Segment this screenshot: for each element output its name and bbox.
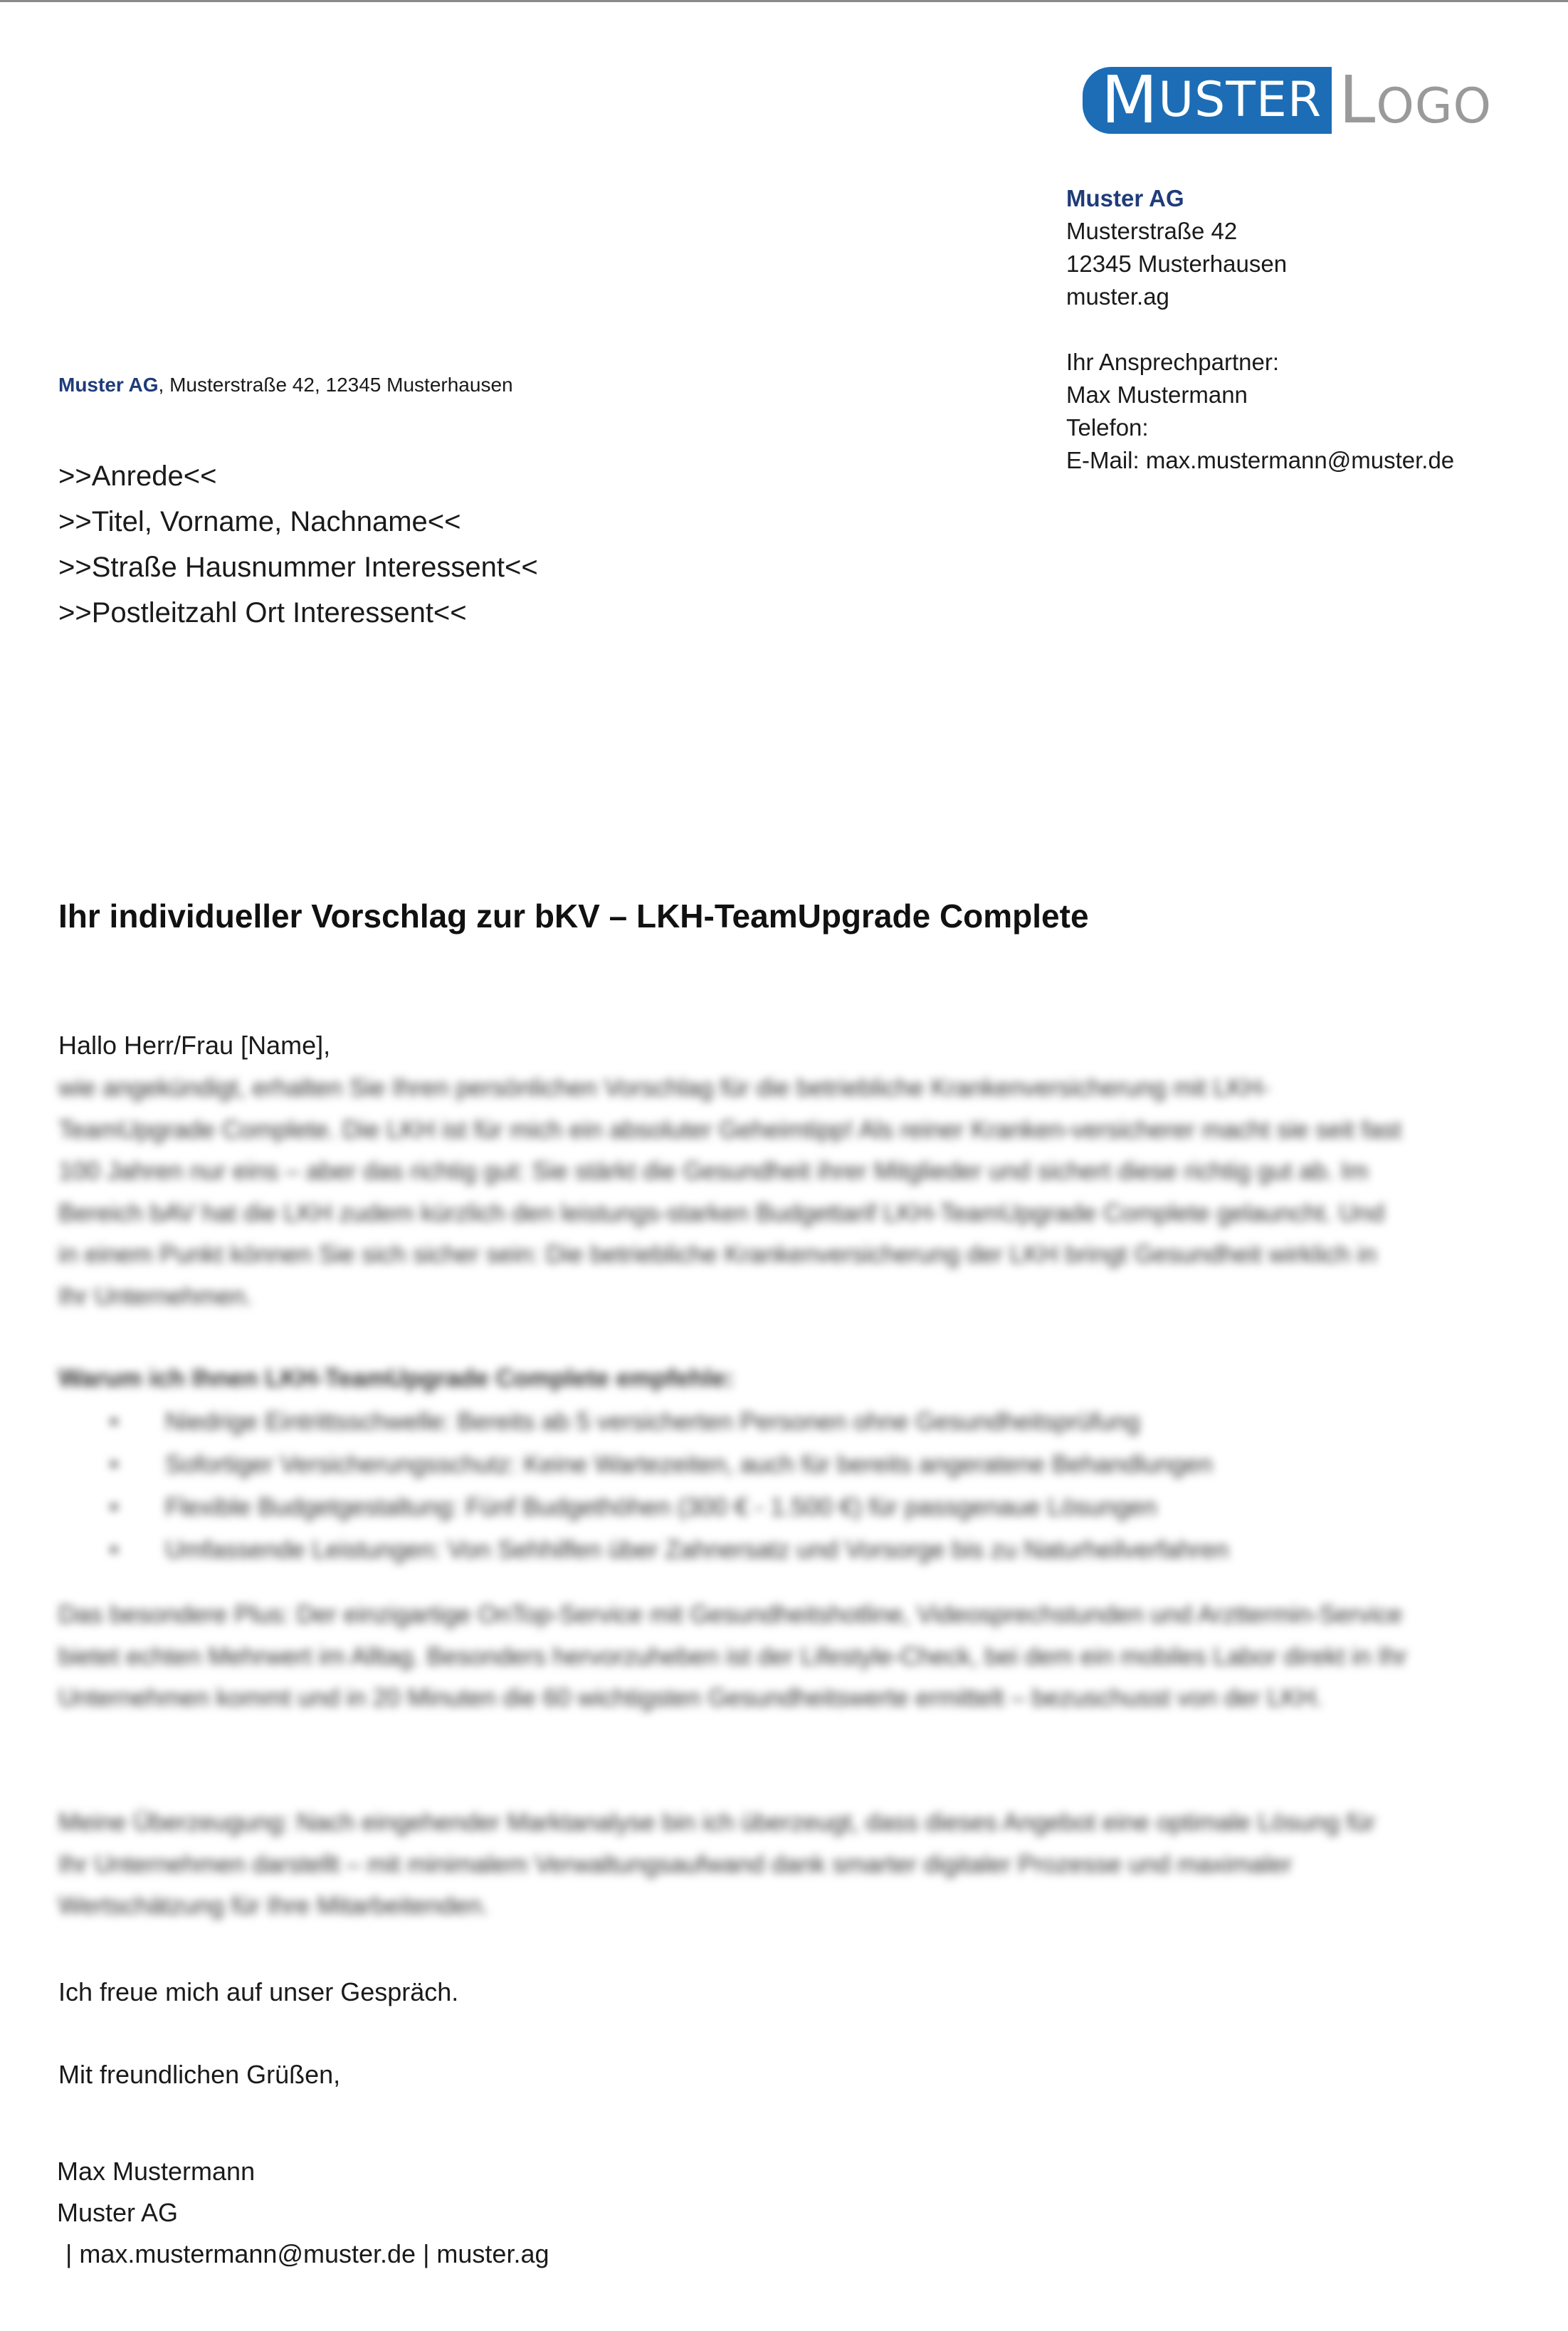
page-top-border [0, 0, 1568, 2]
signature-contact: | max.mustermann@muster.de | muster.ag [65, 2239, 549, 2268]
why-heading: Warum ich Ihnen LKH-TeamUpgrade Complete empfehle: [58, 1364, 734, 1392]
list-item: • Flexible Budgetgestaltung: Fünf Budgethöhen (300 € - 1.500 €) für passgenaue Lösungen [58, 1486, 1446, 1529]
closing-line: Ich freue mich auf unser Gespräch. [58, 1977, 459, 2006]
plus-paragraph: Das besondere Plus: Der einzigartige OnTop-Service mit Gesundheitshotline, Videosprechstunden und Arzttermin-Service bietet echten Mehrwert im Alltag. Besonders hervorzuheben ist der Lifestyle-Check, bei dem ein mobiles Labor direkt in Ihr Unternehmen kommt und in 20 Minuten die 60 wichtigsten Gesundheitswerte ermittelt – bezuschusst von der LKH. [58, 1601, 1407, 1712]
recipient-address-block [58, 453, 538, 636]
signature-block [57, 2151, 549, 2275]
benefits-list [58, 1401, 1446, 1572]
return-address-line [58, 374, 513, 396]
logo-logo-part [1332, 62, 1493, 138]
list-item: • Niedrige Eintrittsschwelle: Bereits ab 5 versicherten Personen ohne Gesundheitsprüfung [58, 1401, 1446, 1443]
sender-info-block [1066, 182, 1454, 477]
conviction-paragraph: Meine Überzeugung: Nach eingehender Marktanalyse bin ich überzeugt, dass dieses Angebot eine optimale Lösung für Ihr Unternehmen darstellt – mit minimalem Verwaltungsaufwand dank smarter digitaler Prozesse und maximaler Wertschätzung für Ihre Mitarbeitenden. [58, 1809, 1376, 1920]
intro-paragraph: wie angekündigt, erhalten Sie Ihren persönlichen Vorschlag für die betriebliche Krankenversicherung mit LKH-TeamUpgrade Complete. Die LKH ist für mich ein absoluter Geheimtipp! Als reiner Kranken-versicherer macht sie seit fast 100 Jahren nur eins – aber das richtig gut: Sie stärkt die Gesundheit ihrer Mitglieder und sichert diese richtig gut ab. Im Bereich bAV hat die LKH zudem kürzlich den leistungs-starken Budgettarif LKH-TeamUpgrade Complete gelauncht. Und in einem Punkt können Sie sich sicher sein: Die betriebliche Krankenversicherung der LKH bringt Gesundheit wirklich in Ihr Unternehmen. [58, 1074, 1401, 1310]
contact-name: Max Mustermann [1066, 382, 1248, 408]
signature-company: Muster AG [57, 2198, 179, 2227]
sender-city: 12345 Musterhausen [1066, 251, 1288, 277]
logo-initial-l: L [1339, 62, 1377, 138]
signature-name: Max Mustermann [57, 2157, 256, 2186]
company-logo [1083, 62, 1493, 138]
recipient-city: >>Postleitzahl Ort Interessent<< [58, 597, 467, 628]
letter-greeting: Hallo Herr/Frau [Name], [58, 1031, 331, 1060]
sender-company: Muster AG [1066, 185, 1184, 211]
logo-muster-part [1083, 62, 1332, 138]
return-address-company: Muster AG [58, 374, 159, 396]
list-item: • Umfassende Leistungen: Von Sehhilfen über Zahnersatz und Vorsorge bis zu Naturheilverfahren [58, 1529, 1446, 1572]
phone-label: Telefon: [1066, 414, 1149, 441]
list-item: • Sofortiger Versicherungsschutz: Keine Wartezeiten, auch für bereits angeratene Behandlungen [58, 1443, 1446, 1486]
logo-initial-m: M [1101, 62, 1159, 138]
regards-line: Mit freundlichen Grüßen, [58, 2060, 341, 2089]
logo-text-ogo: OGO [1376, 78, 1493, 135]
sender-spacer [1066, 313, 1454, 346]
logo-text-uster: USTER [1158, 72, 1322, 128]
contact-label: Ihr Ansprechpartner: [1066, 349, 1279, 375]
recipient-street: >>Straße Hausnummer Interessent<< [58, 552, 538, 583]
letter-subject: Ihr individueller Vorschlag zur bKV – LKH-TeamUpgrade Complete [58, 898, 1089, 935]
return-address-rest: , Musterstraße 42, 12345 Musterhausen [158, 374, 513, 396]
sender-website: muster.ag [1066, 283, 1169, 310]
recipient-name: >>Titel, Vorname, Nachname<< [58, 506, 461, 537]
sender-street: Musterstraße 42 [1066, 218, 1238, 244]
recipient-salutation: >>Anrede<< [58, 461, 217, 492]
email-line: E-Mail: max.mustermann@muster.de [1066, 447, 1455, 473]
